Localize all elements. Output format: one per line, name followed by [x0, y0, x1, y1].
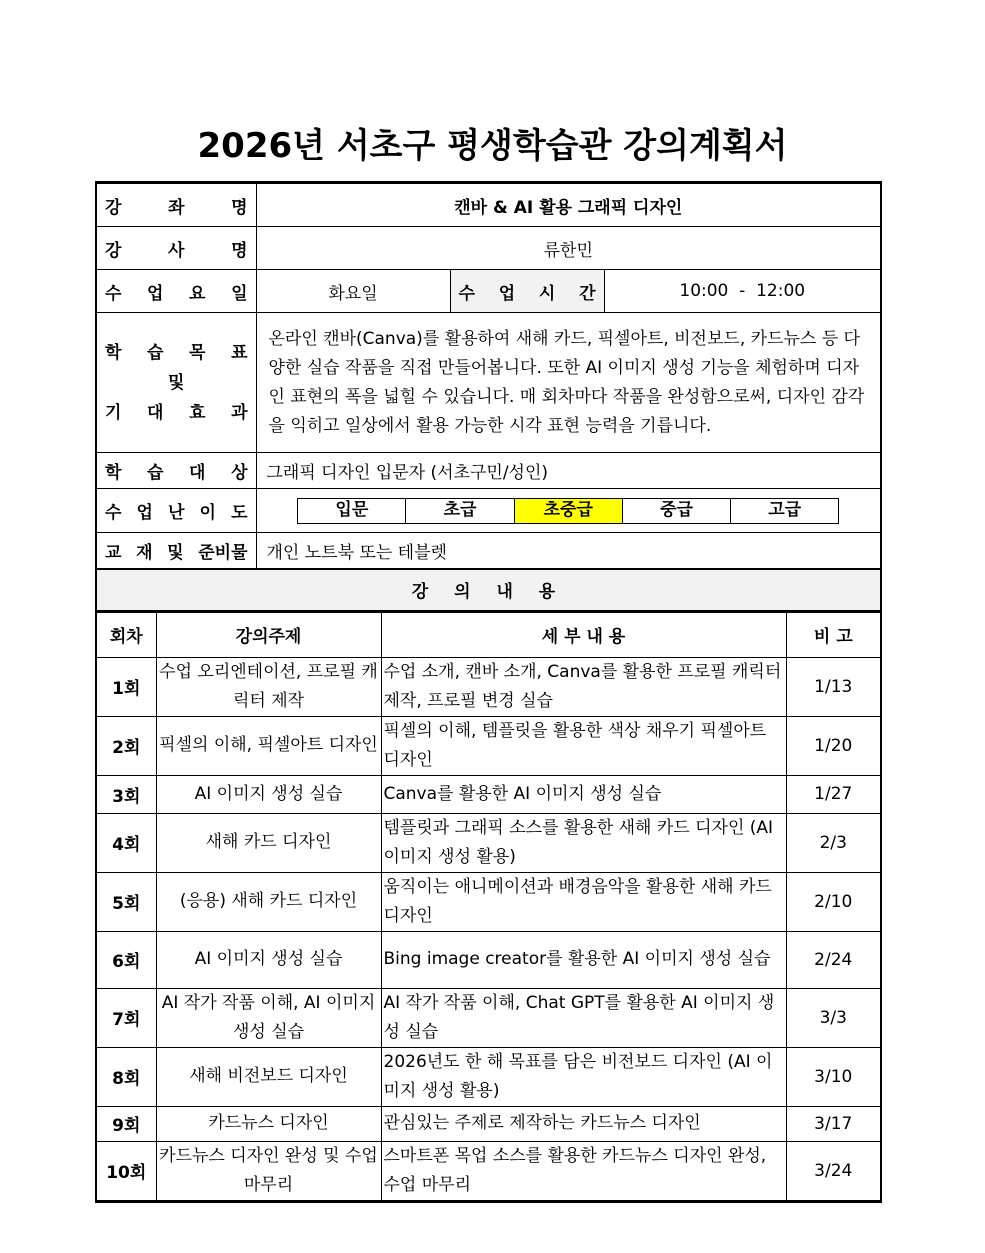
- header-topic: 강의주제: [156, 612, 381, 657]
- session-number: 4회: [97, 813, 156, 872]
- info-table: [97, 183, 880, 612]
- session-number: 2회: [97, 716, 156, 775]
- lecture-detail: 픽셀의 이해, 템플릿을 활용한 색상 채우기 픽셀아트 디자인: [381, 716, 786, 775]
- course-name: 캔바 & AI 활용 그래픽 디자인: [256, 184, 880, 227]
- table-row: [97, 716, 880, 775]
- table-row: [97, 872, 880, 931]
- lecture-detail: 스마트폰 목업 소스를 활용한 카드뉴스 디자인 완성, 수업 마무리: [381, 1141, 786, 1200]
- lecture-topic: 카드뉴스 디자인 완성 및 수업 마무리: [156, 1141, 381, 1200]
- day-label: 수 업 요 일: [105, 283, 248, 304]
- table-row: [97, 988, 880, 1047]
- lecture-topic: 카드뉴스 디자인: [156, 1106, 381, 1141]
- lecture-detail: 관심있는 주제로 제작하는 카드뉴스 디자인: [381, 1106, 786, 1141]
- header-detail: 세 부 내 용: [381, 612, 786, 657]
- plan-table: [95, 181, 882, 1203]
- difficulty-scale: [297, 498, 839, 524]
- lecture-detail: AI 작가 작품 이해, Chat GPT를 활용한 AI 이미지 생성 실습: [381, 988, 786, 1047]
- session-number: 10회: [97, 1141, 156, 1200]
- section-row: [97, 569, 880, 611]
- level-label: 수 업 난 이 도: [105, 503, 248, 523]
- materials-label: 교 재 및 준비물: [105, 542, 248, 563]
- document-title: 2026년 서초구 평생학습관 강의계획서: [197, 126, 788, 166]
- header-note: 비 고: [786, 612, 880, 657]
- lecture-topic: AI 이미지 생성 실습: [156, 775, 381, 813]
- lecture-topic: AI 이미지 생성 실습: [156, 931, 381, 988]
- target-audience: 그래픽 디자인 입문자 (서초구민/성인): [256, 453, 880, 489]
- lecture-date: 1/13: [786, 657, 880, 716]
- table-row: [97, 657, 880, 716]
- header-row: [97, 612, 880, 657]
- lecture-date: 1/20: [786, 716, 880, 775]
- lecture-date: 2/24: [786, 931, 880, 988]
- table-row: [97, 1106, 880, 1141]
- lecture-detail: 2026년도 한 해 목표를 담은 비전보드 디자인 (AI 이미지 생성 활용): [381, 1047, 786, 1106]
- lecture-detail: 템플릿과 그래픽 소스를 활용한 새해 카드 디자인 (AI 이미지 생성 활용): [381, 813, 786, 872]
- target-row: [97, 453, 880, 489]
- materials: 개인 노트북 또는 테블렛: [256, 533, 880, 569]
- lecture-topic: 새해 카드 디자인: [156, 813, 381, 872]
- class-day: 화요일: [256, 270, 450, 313]
- lecture-detail: 움직이는 애니메이션과 배경음악을 활용한 새해 카드 디자인: [381, 872, 786, 931]
- lecture-detail: Bing image creator를 활용한 AI 이미지 생성 실습: [381, 931, 786, 988]
- header-session: 회차: [97, 612, 156, 657]
- level-item-selected: 초중급: [515, 499, 623, 523]
- lecture-date: 3/3: [786, 988, 880, 1047]
- lecture-topic: 새해 비전보드 디자인: [156, 1047, 381, 1106]
- level-row: [97, 489, 880, 533]
- level-item: 고급: [768, 499, 802, 520]
- goal-row: [97, 313, 880, 453]
- session-number: 3회: [97, 775, 156, 813]
- table-row: [97, 1141, 880, 1200]
- instructor-name: 류한민: [256, 227, 880, 270]
- course-row: [97, 184, 880, 227]
- lecture-date: 3/24: [786, 1141, 880, 1200]
- goal-label-1: 학 습 목 표: [105, 342, 248, 363]
- materials-row: [97, 533, 880, 569]
- lecture-date: 2/3: [786, 813, 880, 872]
- lecture-topic: 픽셀의 이해, 픽셀아트 디자인: [156, 716, 381, 775]
- schedule-table: [97, 612, 880, 1201]
- level-item: 입문: [298, 499, 406, 523]
- class-time: 10:00 - 12:00: [604, 270, 880, 313]
- lecture-date: 3/17: [786, 1106, 880, 1141]
- lecture-detail: 수업 소개, 캔바 소개, Canva를 활용한 프로필 캐릭터 제작, 프로필 변경 실습: [381, 657, 786, 716]
- instructor-row: [97, 227, 880, 270]
- level-item: 초급: [406, 499, 514, 523]
- lecture-date: 1/27: [786, 775, 880, 813]
- table-row: [97, 813, 880, 872]
- lecture-date: 3/10: [786, 1047, 880, 1106]
- table-row: [97, 1047, 880, 1106]
- lecture-topic: (응용) 새해 카드 디자인: [156, 872, 381, 931]
- session-number: 9회: [97, 1106, 156, 1141]
- session-number: 8회: [97, 1047, 156, 1106]
- lecture-detail: Canva를 활용한 AI 이미지 생성 실습: [381, 775, 786, 813]
- table-row: [97, 775, 880, 813]
- goal-label-2: 및: [168, 372, 185, 393]
- goal-label-3: 기 대 효 과: [105, 402, 248, 423]
- section-title: 강 의 내 용: [97, 569, 880, 611]
- level-item: 중급: [623, 499, 731, 523]
- table-row: [97, 931, 880, 988]
- lecture-topic: 수업 오리엔테이션, 프로필 캐릭터 제작: [156, 657, 381, 716]
- course-label: 강 좌 명: [105, 197, 248, 218]
- session-number: 7회: [97, 988, 156, 1047]
- schedule-row: [97, 270, 880, 313]
- session-number: 6회: [97, 931, 156, 988]
- time-label: 수 업 시 간: [458, 283, 596, 304]
- learning-goals: 온라인 캔바(Canva)를 활용하여 새해 카드, 픽셀아트, 비전보드, 카드뉴스 등 다양한 실습 작품을 직접 만들어봅니다. 또한 AI 이미지 생성 기능을 체험하며 디자인 표현의 폭을 넓힐 수 있습니다. 매 회차마다 작품을 완성함으로써, 디자인 감각을 익히고 일상에서 활용 가능한 시각 표현 능력을 기릅니다.: [256, 313, 880, 453]
- lecture-date: 2/10: [786, 872, 880, 931]
- target-label: 학 습 대 상: [105, 463, 248, 483]
- instructor-label: 강 사 명: [105, 240, 248, 261]
- session-number: 5회: [97, 872, 156, 931]
- lecture-topic: AI 작가 작품 이해, AI 이미지 생성 실습: [156, 988, 381, 1047]
- session-number: 1회: [97, 657, 156, 716]
